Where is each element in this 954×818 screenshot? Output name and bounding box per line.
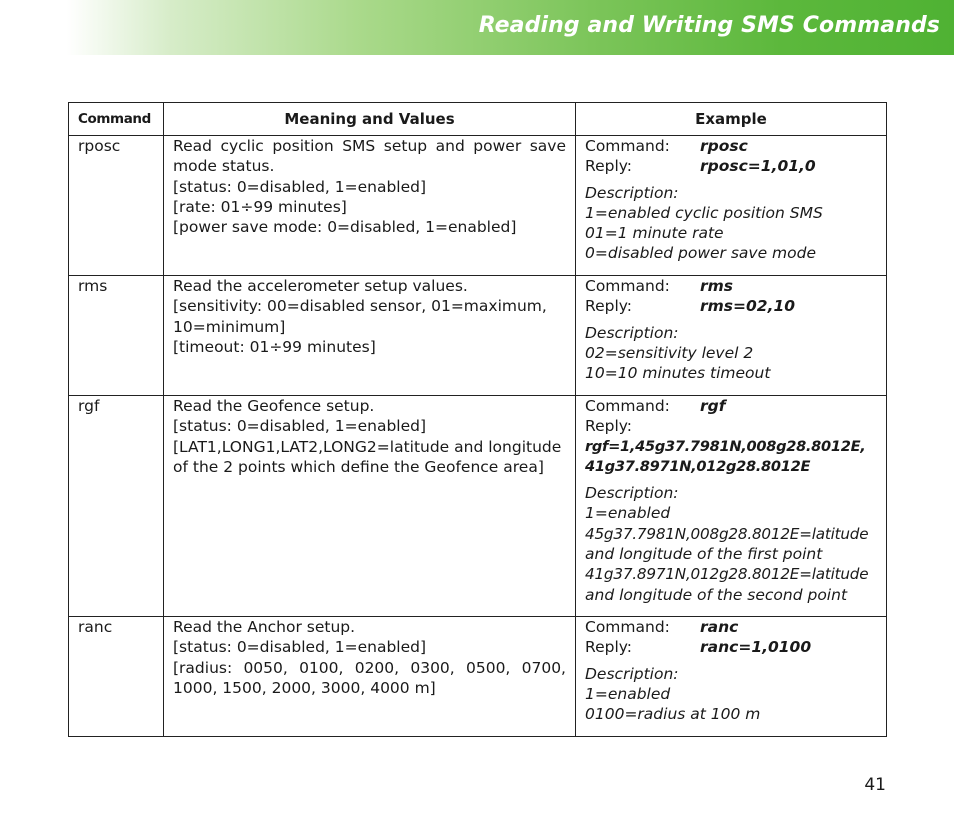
command-value: rposc <box>700 137 748 155</box>
meaning-text: [status: 0=disabled, 1=enabled] <box>173 638 427 657</box>
example-command-line <box>585 617 877 637</box>
command-cell: rgf <box>69 396 164 617</box>
table-row <box>69 276 887 396</box>
meaning-cell <box>164 276 576 396</box>
command-value: ranc <box>700 618 739 636</box>
command-label: Command: <box>585 137 670 155</box>
example-command-line <box>585 396 877 416</box>
meaning-text: Read cyclic position SMS setup and power save mode status. <box>173 137 566 176</box>
meaning-text: Read the accelerometer setup values. <box>173 277 468 295</box>
column-header-command: Command <box>69 103 164 136</box>
command-label: Command: <box>585 397 670 415</box>
reply-value: rgf=1,45g37.7981N,008g28.8012E, <box>585 437 866 455</box>
reply-label: Reply: <box>585 297 633 316</box>
table-header-row <box>69 103 887 136</box>
example-reply-line <box>585 416 877 436</box>
example-reply-line <box>585 637 877 657</box>
page-title: Reading and Writing SMS Commands <box>478 13 940 38</box>
meaning-cell <box>164 617 576 737</box>
meaning-text: [status: 0=disabled, 1=enabled] <box>173 417 427 436</box>
meaning-text: [status: 0=disabled, 1=enabled] <box>173 177 427 196</box>
description-line: and longitude of the first point <box>585 545 823 564</box>
description-line: 0=disabled power save mode <box>585 244 817 263</box>
table-row <box>69 396 887 617</box>
example-command-line <box>585 276 877 296</box>
command-label: Command: <box>585 277 670 295</box>
description-line: 01=1 minute rate <box>585 224 724 243</box>
description-label: Description: <box>585 664 679 683</box>
description-line: 1=enabled <box>585 504 671 523</box>
column-header-example: Example <box>576 103 887 136</box>
example-command-line <box>585 136 877 156</box>
column-header-meaning: Meaning and Values <box>164 103 576 136</box>
meaning-text: [radius: 0050, 0100, 0200, 0300, 0500, 0700, 1000, 1500, 2000, 3000, 4000 m] <box>173 658 566 697</box>
example-reply-line <box>585 296 877 316</box>
description-block <box>585 183 877 264</box>
description-line: 45g37.7981N,008g28.8012E=latitude <box>585 524 869 543</box>
description-block <box>585 483 877 605</box>
description-line: and longitude of the second point <box>585 585 848 604</box>
command-value: rms <box>700 277 734 295</box>
reply-value: rposc=1,01,0 <box>700 157 816 176</box>
description-block <box>585 664 877 725</box>
description-block <box>585 323 877 384</box>
command-label: Command: <box>585 618 670 636</box>
command-cell: ranc <box>69 617 164 737</box>
reply-label: Reply: <box>585 157 633 176</box>
description-label: Description: <box>585 484 679 503</box>
description-line: 0100=radius at 100 m <box>585 705 761 724</box>
example-cell <box>576 396 887 617</box>
description-line: 1=enabled cyclic position SMS <box>585 203 823 222</box>
reply-value: ranc=1,0100 <box>700 638 812 657</box>
header-band <box>0 0 954 55</box>
description-label: Description: <box>585 323 679 342</box>
meaning-cell <box>164 396 576 617</box>
page-number: 41 <box>864 775 886 795</box>
command-cell: rposc <box>69 136 164 276</box>
table-row <box>69 617 887 737</box>
meaning-text: [timeout: 01÷99 minutes] <box>173 337 376 356</box>
meaning-text: [rate: 01÷99 minutes] <box>173 197 347 216</box>
meaning-text: [LAT1,LONG1,LAT2,LONG2=latitude and longitude of the 2 points which define the Geofence area] <box>173 437 562 476</box>
command-cell: rms <box>69 276 164 396</box>
reply-value: 41g37.8971N,012g28.8012E <box>585 457 811 475</box>
command-value: rgf <box>700 397 726 415</box>
reply-label: Reply: <box>585 417 633 436</box>
meaning-text: Read the Geofence setup. <box>173 397 375 415</box>
meaning-text: Read the Anchor setup. <box>173 618 356 636</box>
description-label: Description: <box>585 183 679 202</box>
example-cell <box>576 136 887 276</box>
table-row <box>69 136 887 276</box>
example-reply-line <box>585 156 877 176</box>
reply-label: Reply: <box>585 638 633 657</box>
example-cell <box>576 276 887 396</box>
description-line: 41g37.8971N,012g28.8012E=latitude <box>585 565 869 584</box>
description-line: 02=sensitivity level 2 <box>585 343 754 362</box>
sms-commands-table <box>68 102 887 737</box>
meaning-text: [sensitivity: 00=disabled sensor, 01=maximum, 10=minimum] <box>173 297 547 336</box>
meaning-cell <box>164 136 576 276</box>
description-line: 1=enabled <box>585 684 671 703</box>
description-line: 10=10 minutes timeout <box>585 364 771 383</box>
reply-value: rms=02,10 <box>700 297 796 316</box>
example-cell <box>576 617 887 737</box>
meaning-text: [power save mode: 0=disabled, 1=enabled] <box>173 218 517 237</box>
